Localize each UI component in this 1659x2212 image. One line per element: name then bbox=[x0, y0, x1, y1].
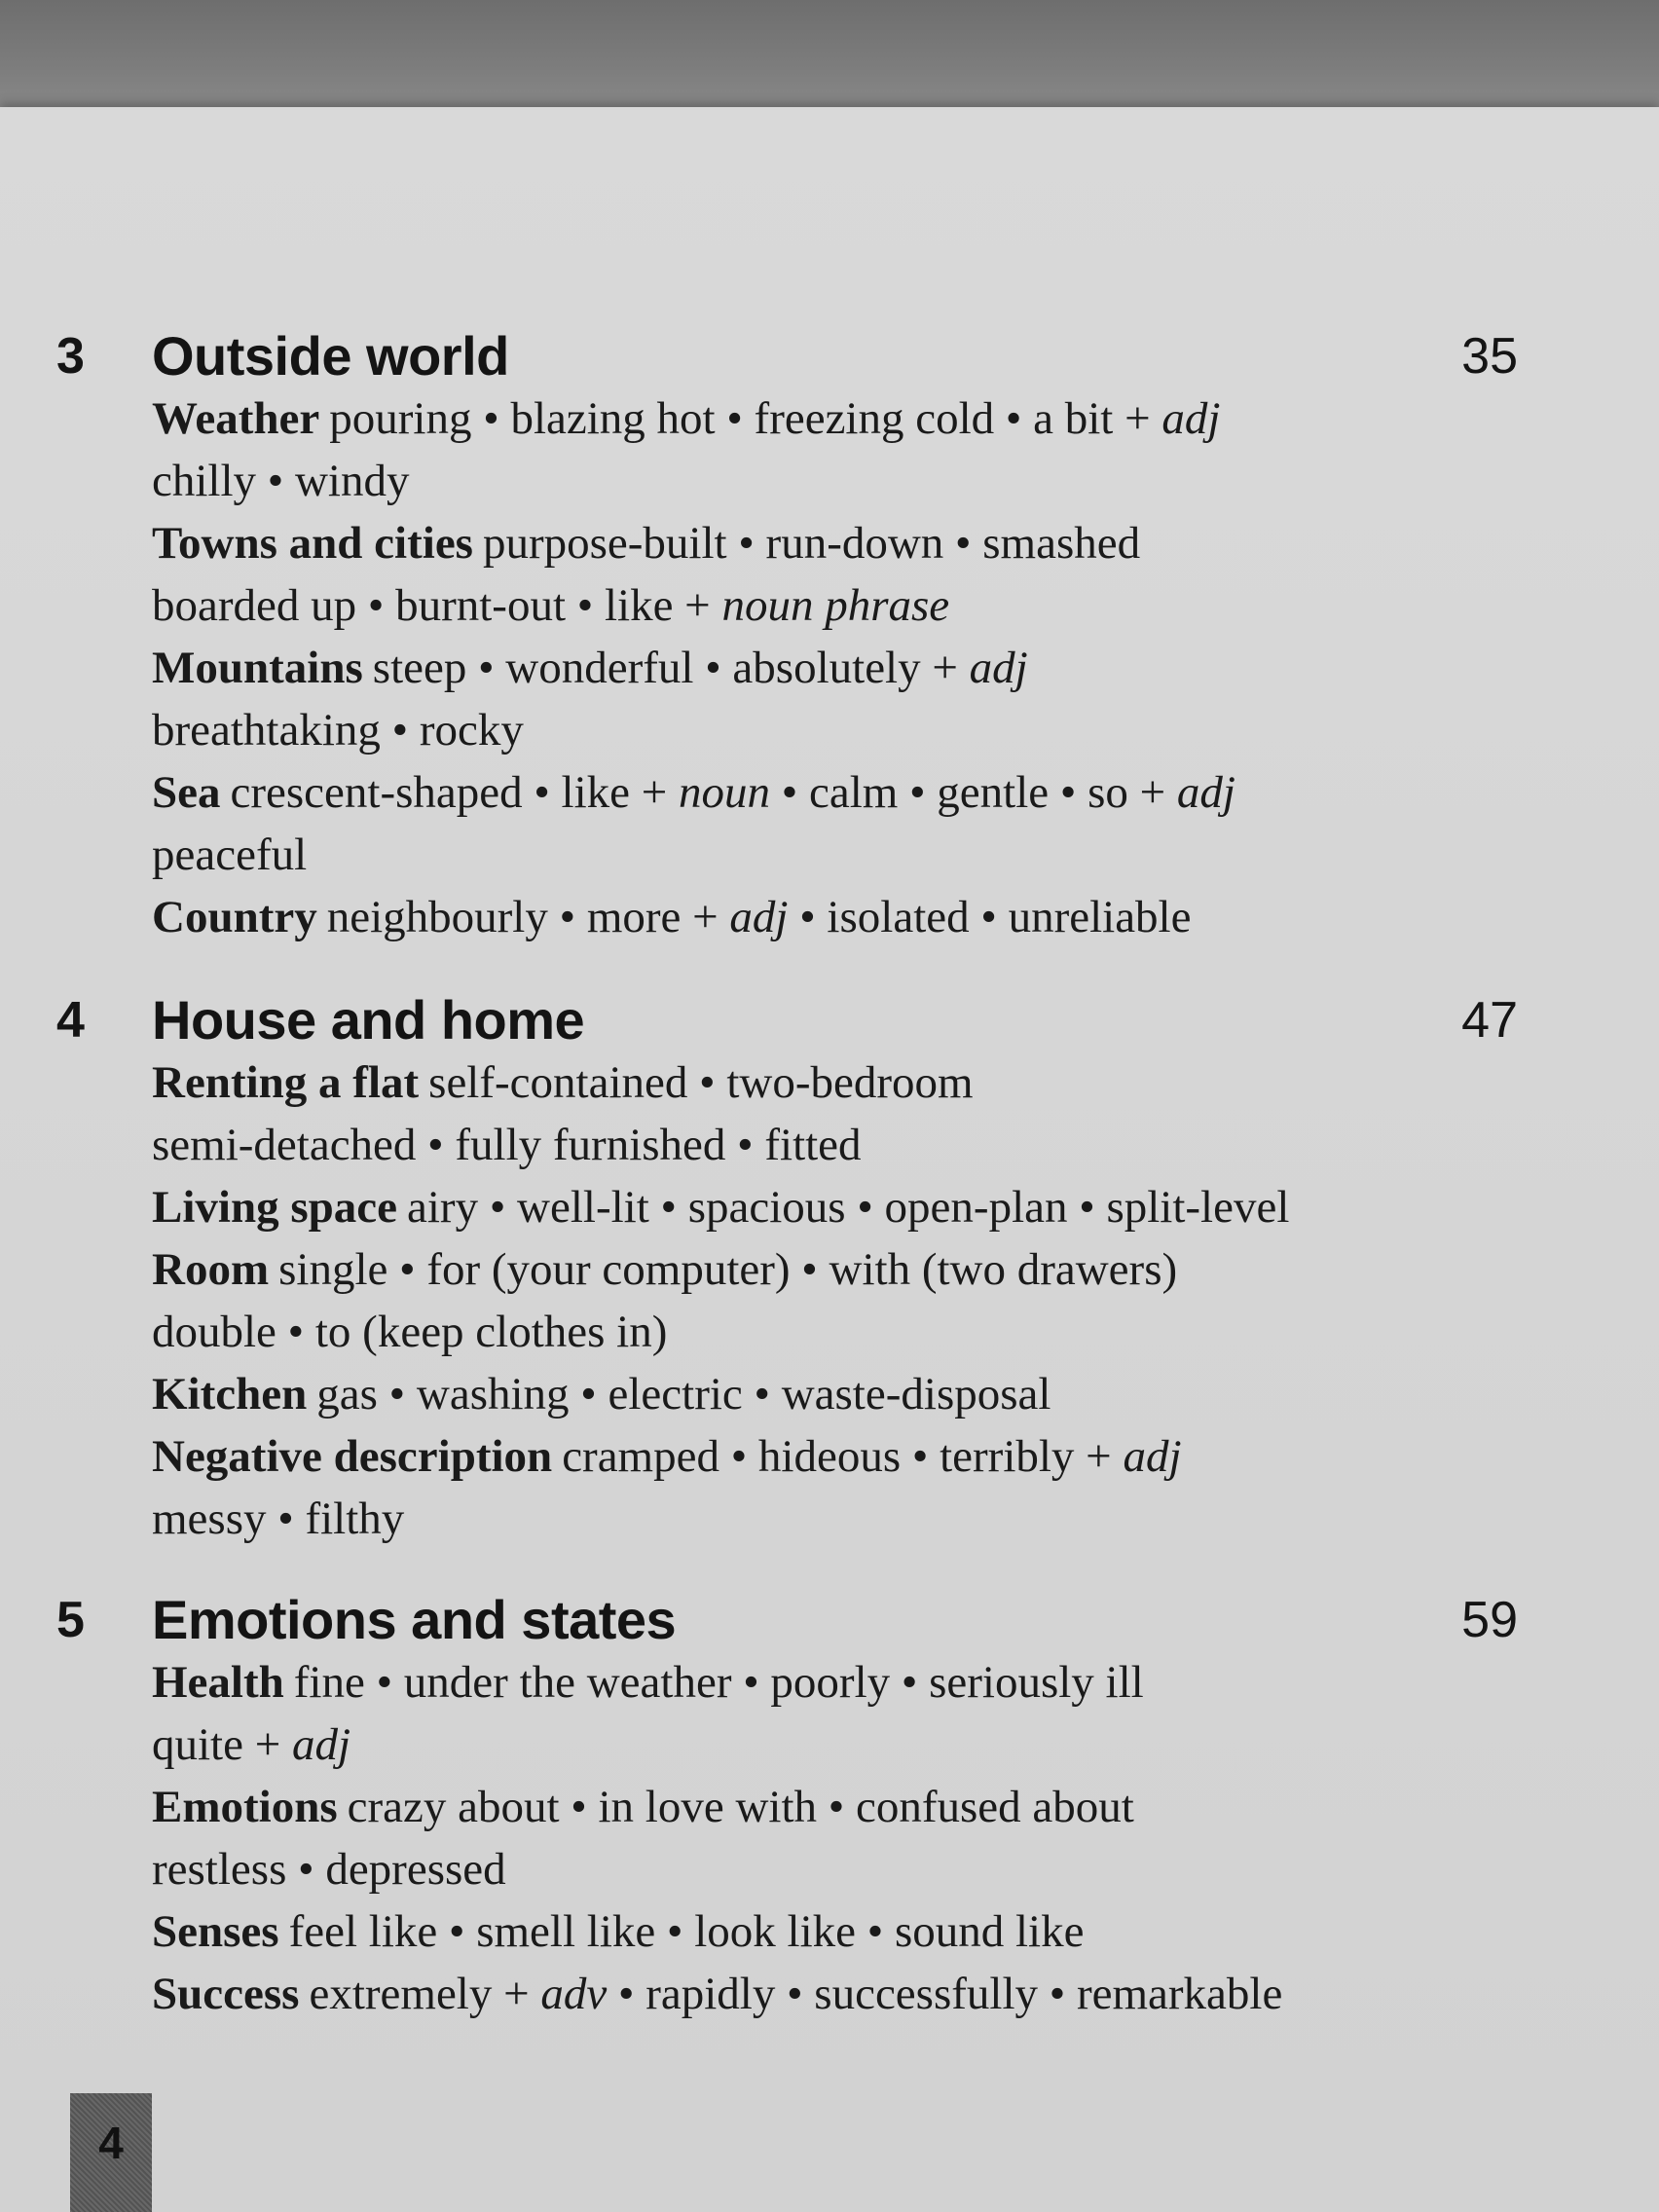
entry-words: semi-detached • fully furnished • fitted bbox=[152, 1120, 862, 1170]
entry-line bbox=[152, 699, 1515, 761]
entry-line bbox=[152, 1963, 1515, 2025]
entry-words: purpose-built • run-down • smashed bbox=[482, 518, 1141, 569]
entry-line bbox=[152, 1776, 1515, 1838]
entry-line bbox=[152, 1363, 1515, 1425]
entry-words: self-contained • two-bedroom bbox=[428, 1057, 974, 1108]
entry-heading: Country bbox=[152, 892, 317, 942]
unit-number: 3 bbox=[56, 328, 85, 385]
unit-title: House and home bbox=[152, 989, 585, 1051]
unit-title: Emotions and states bbox=[152, 1589, 677, 1650]
entry-grammar-note: noun bbox=[679, 767, 771, 818]
entry-heading: Sea bbox=[152, 767, 221, 818]
entry-words: • calm • gentle • so + bbox=[770, 767, 1177, 818]
entry-words: neighbourly • more + bbox=[326, 892, 730, 942]
entry-line bbox=[152, 886, 1515, 948]
entry-words: extremely + bbox=[309, 1969, 541, 2019]
entry-line bbox=[152, 1714, 1515, 1776]
entry-words: quite + bbox=[152, 1719, 292, 1770]
entry-grammar-note: adj bbox=[1161, 393, 1221, 444]
entry-line bbox=[152, 1651, 1515, 1714]
entry-line bbox=[152, 1301, 1515, 1363]
page-number: 4 bbox=[98, 2118, 124, 2168]
entry-line bbox=[152, 1051, 1515, 1114]
entry-line bbox=[152, 1488, 1515, 1550]
entry-words: breathtaking • rocky bbox=[152, 705, 524, 756]
entry-grammar-note: adj bbox=[291, 1719, 351, 1770]
entry-words: airy • well-lit • spacious • open-plan • split-level bbox=[407, 1182, 1290, 1233]
entry-words: chilly • windy bbox=[152, 456, 410, 506]
entry-heading: Mountains bbox=[152, 643, 363, 693]
entry-words: crescent-shaped • like + bbox=[230, 767, 680, 818]
entry-words: peaceful bbox=[152, 830, 308, 880]
entry-grammar-note: adv bbox=[540, 1969, 608, 2019]
entry-line bbox=[152, 450, 1515, 512]
page-number-tab bbox=[70, 2093, 152, 2212]
entry-grammar-note: adj bbox=[1176, 767, 1235, 818]
entry-grammar-note: noun phrase bbox=[721, 580, 950, 631]
entry-words: steep • wonderful • absolutely + bbox=[372, 643, 970, 693]
entry-heading: Health bbox=[152, 1657, 284, 1708]
vocabulary-entries bbox=[152, 1051, 1515, 1550]
unit-title: Outside world bbox=[152, 325, 509, 387]
entry-line bbox=[152, 512, 1515, 574]
unit-page-number: 59 bbox=[1461, 1592, 1518, 1648]
entry-words: feel like • smell like • look like • sound like bbox=[288, 1906, 1085, 1957]
entry-heading: Negative description bbox=[152, 1431, 553, 1482]
entry-words: gas • washing • electric • waste-disposal bbox=[316, 1369, 1051, 1419]
entry-words: single • for (your computer) • with (two drawers) bbox=[278, 1244, 1178, 1295]
unit-number: 4 bbox=[56, 992, 85, 1049]
entry-heading: Renting a flat bbox=[152, 1057, 420, 1108]
entry-heading: Weather bbox=[152, 393, 320, 444]
entry-line bbox=[152, 1838, 1515, 1900]
vocabulary-entries bbox=[152, 1651, 1515, 2025]
entry-words: • isolated • unreliable bbox=[788, 892, 1192, 942]
entry-heading: Senses bbox=[152, 1906, 279, 1957]
entry-words: double • to (keep clothes in) bbox=[152, 1307, 668, 1357]
unit-number: 5 bbox=[56, 1592, 85, 1648]
entry-words: crazy about • in love with • confused about bbox=[347, 1782, 1134, 1832]
entry-grammar-note: adj bbox=[1123, 1431, 1182, 1482]
entry-heading: Success bbox=[152, 1969, 300, 2019]
entry-heading: Towns and cities bbox=[152, 518, 473, 569]
entry-heading: Kitchen bbox=[152, 1369, 308, 1419]
entry-line bbox=[152, 387, 1515, 450]
entry-line bbox=[152, 637, 1515, 699]
entry-line bbox=[152, 824, 1515, 886]
entry-line bbox=[152, 574, 1515, 637]
entry-grammar-note: adj bbox=[729, 892, 789, 942]
entry-line bbox=[152, 1425, 1515, 1488]
unit-page-number: 35 bbox=[1461, 328, 1518, 385]
entry-words: pouring • blazing hot • freezing cold • a bit + bbox=[329, 393, 1162, 444]
entry-words: cramped • hideous • terribly + bbox=[562, 1431, 1124, 1482]
entry-words: boarded up • burnt-out • like + bbox=[152, 580, 722, 631]
entry-line bbox=[152, 1900, 1515, 1963]
entry-heading: Living space bbox=[152, 1182, 398, 1233]
unit-page-number: 47 bbox=[1461, 992, 1518, 1049]
entry-line bbox=[152, 1176, 1515, 1238]
entry-line bbox=[152, 1114, 1515, 1176]
entry-line bbox=[152, 761, 1515, 824]
vocabulary-entries bbox=[152, 387, 1515, 948]
entry-heading: Emotions bbox=[152, 1782, 338, 1832]
entry-grammar-note: adj bbox=[969, 643, 1028, 693]
entry-words: fine • under the weather • poorly • seriously ill bbox=[293, 1657, 1144, 1708]
entry-words: restless • depressed bbox=[152, 1844, 506, 1895]
entry-line bbox=[152, 1238, 1515, 1301]
background-surface bbox=[0, 0, 1659, 115]
entry-words: • rapidly • successfully • remarkable bbox=[607, 1969, 1283, 2019]
entry-heading: Room bbox=[152, 1244, 270, 1295]
entry-words: messy • filthy bbox=[152, 1493, 405, 1544]
